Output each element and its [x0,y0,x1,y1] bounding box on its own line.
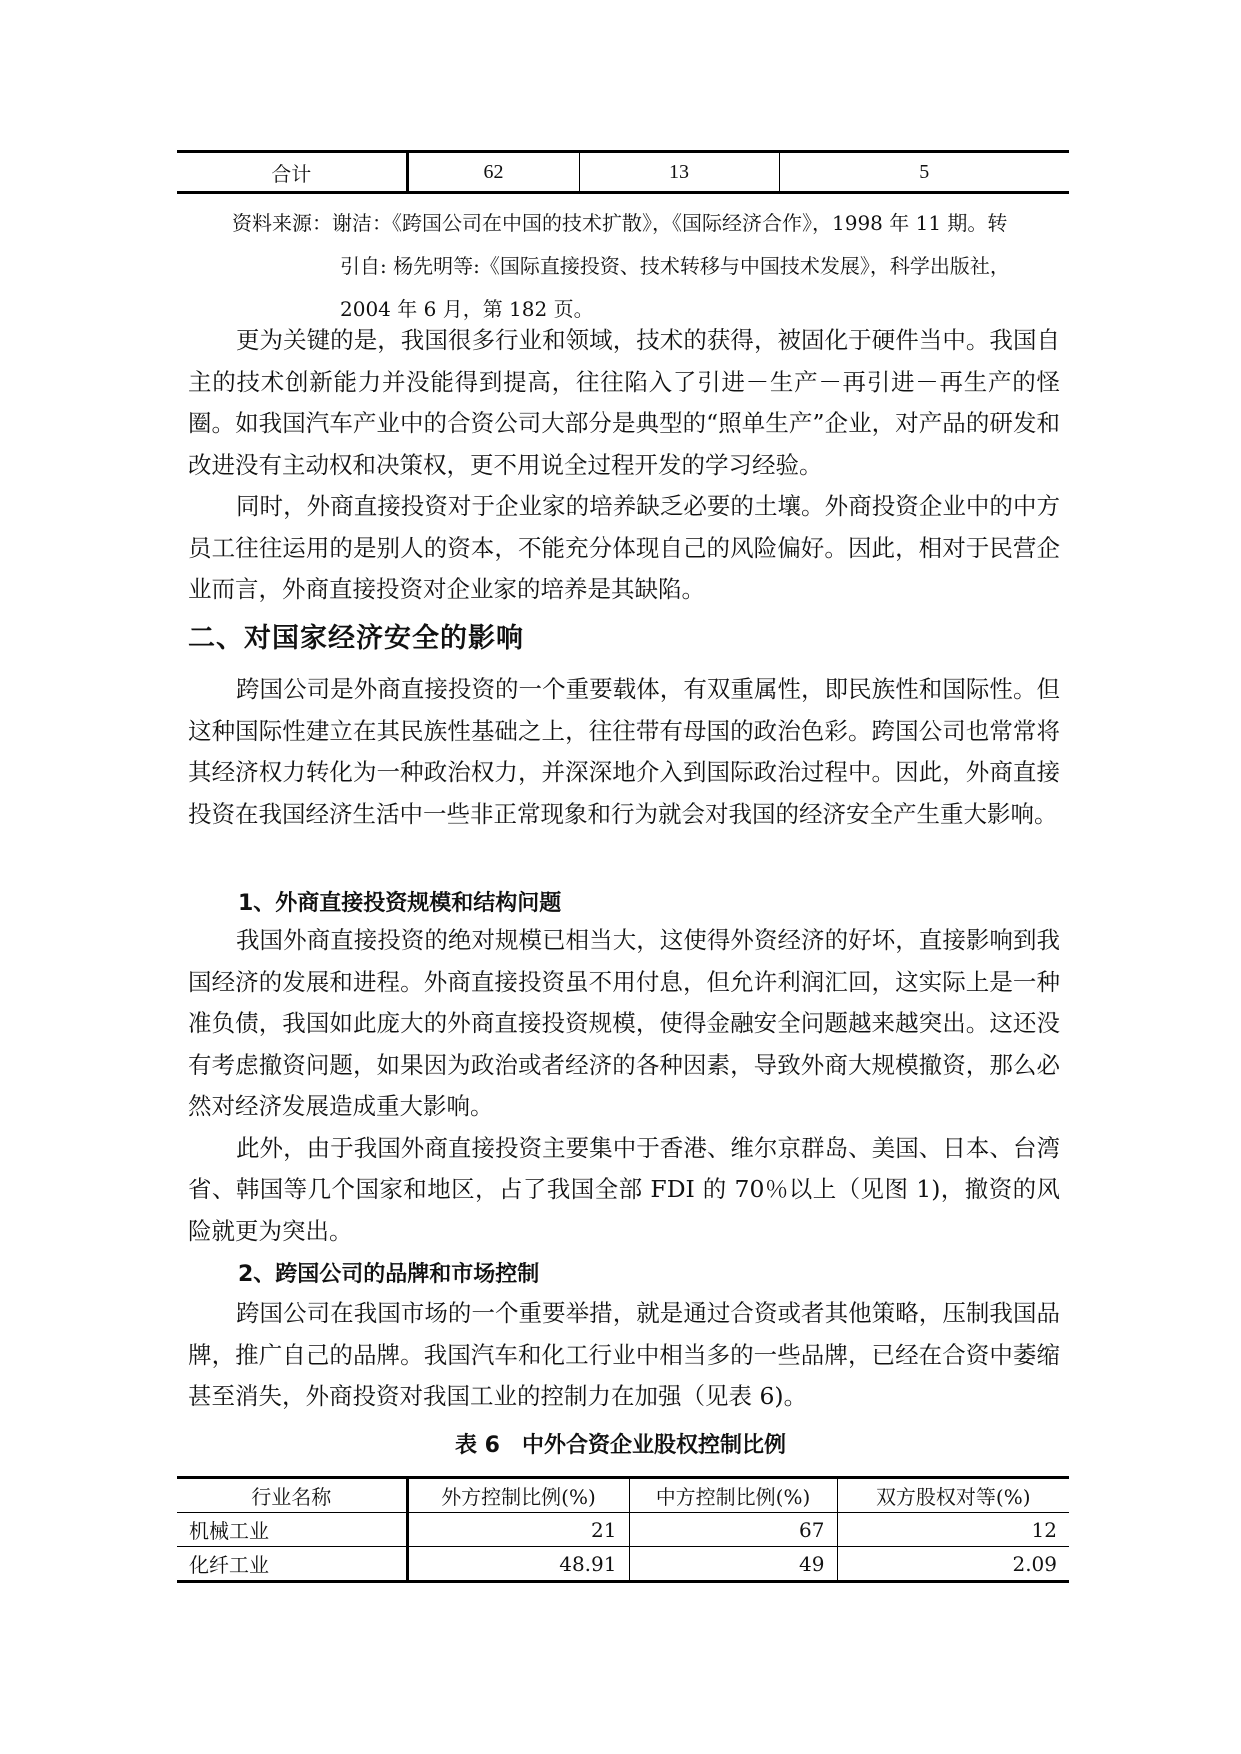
table-row [177,1547,1069,1582]
subsection-heading: 1、外商直接投资规模和结构问题 [238,891,562,916]
table-cell: 2.09 [837,1547,1069,1582]
source-line: 资料来源：谢洁：《跨国公司在中国的技术扩散》，《国际经济合作》，1998 年 11 期。转 [232,211,1008,235]
paragraph: 我国外商直接投资的绝对规模已相当大，这使得外资经济的好坏，直接影响到我国经济的发展和进程。外商直接投资虽不用付息，但允许利润汇回，这实际上是一种准负债，我国如此庞大的外商直接投资规模，使得金融安全问题越来越突出。这还没有考虑撤资问题，如果因为政治或者经济的各种因素，导致外商大规模撤资，那么必然对经济发展造成重大影响。 [188,926,1060,1120]
table-cell: 13 [579,152,779,193]
body-section-d [188,1293,1060,1418]
table-cell: 49 [629,1547,837,1582]
section-heading: 二、对国家经济安全的影响 [188,623,524,654]
column-header: 双方股权对等(%) [837,1478,1069,1513]
table-continued [177,150,1069,194]
paragraph: 跨国公司是外商直接投资的一个重要载体，有双重属性，即民族性和国际性。但这种国际性建立在其民族性基础之上，往往带有母国的政治色彩。跨国公司也常常将其经济权力转化为一种政治权力，并深深地介入到国际政治过程中。因此，外商直接投资在我国经济生活中一些非正常现象和行为就会对我国的经济安全产生重大影响。 [188,675,1060,828]
table-row [177,1513,1069,1547]
table-cell: 48.91 [407,1547,629,1582]
table-cell: 67 [629,1513,837,1547]
column-header: 外方控制比例(%) [407,1478,629,1513]
table-cell: 62 [407,152,579,193]
body-section-c [188,920,1060,1252]
paragraph: 跨国公司在我国市场的一个重要举措，就是通过合资或者其他策略，压制我国品牌，推广自己的品牌。我国汽车和化工行业中相当多的一些品牌，已经在合资中萎缩甚至消失，外商投资对我国工业的控制力在加强（见表 6)。 [188,1299,1060,1410]
paragraph: 同时，外商直接投资对于企业家的培养缺乏必要的土壤。外商投资企业中的中方员工往往运用的是别人的资本，不能充分体现自己的风险偏好。因此，相对于民营企业而言，外商直接投资对企业家的培养是其缺陷。 [188,492,1060,603]
body-section-a [188,320,1060,611]
source-line: 引自: 杨先明等:《国际直接投资、技术转移与中国技术发展》，科学出版社， [340,254,1010,278]
paragraph: 更为关键的是，我国很多行业和领域，技术的获得，被固化于硬件当中。我国自主的技术创新能力并没能得到提高，往往陷入了引进－生产－再引进－再生产的怪圈。如我国汽车产业中的合资公司大部分是典型的“照单生产”企业，对产品的研发和改进没有主动权和决策权，更不用说全过程开发的学习经验。 [188,326,1060,479]
table-row [177,152,1069,193]
table-cell: 机械工业 [177,1513,407,1547]
column-header: 行业名称 [177,1478,407,1513]
source-line: 2004 年 6 月，第 182 页。 [340,297,594,321]
table-cell: 化纤工业 [177,1547,407,1582]
table-cell: 5 [779,152,1069,193]
table-equity-control [177,1476,1069,1583]
table-cell: 12 [837,1513,1069,1547]
table-caption: 表 6 中外合资企业股权控制比例 [455,1433,786,1458]
table-cell: 21 [407,1513,629,1547]
body-section-b [188,669,1060,835]
column-header: 中方控制比例(%) [629,1478,837,1513]
subsection-heading: 2、跨国公司的品牌和市场控制 [238,1262,540,1287]
table-header-row [177,1478,1069,1513]
table-cell: 合计 [177,152,407,193]
paragraph: 此外，由于我国外商直接投资主要集中于香港、维尔京群岛、美国、日本、台湾省、韩国等几个国家和地区，占了我国全部 FDI 的 70％以上（见图 1)，撤资的风险就更为突出。 [188,1133,1060,1245]
source-note [232,202,1077,331]
